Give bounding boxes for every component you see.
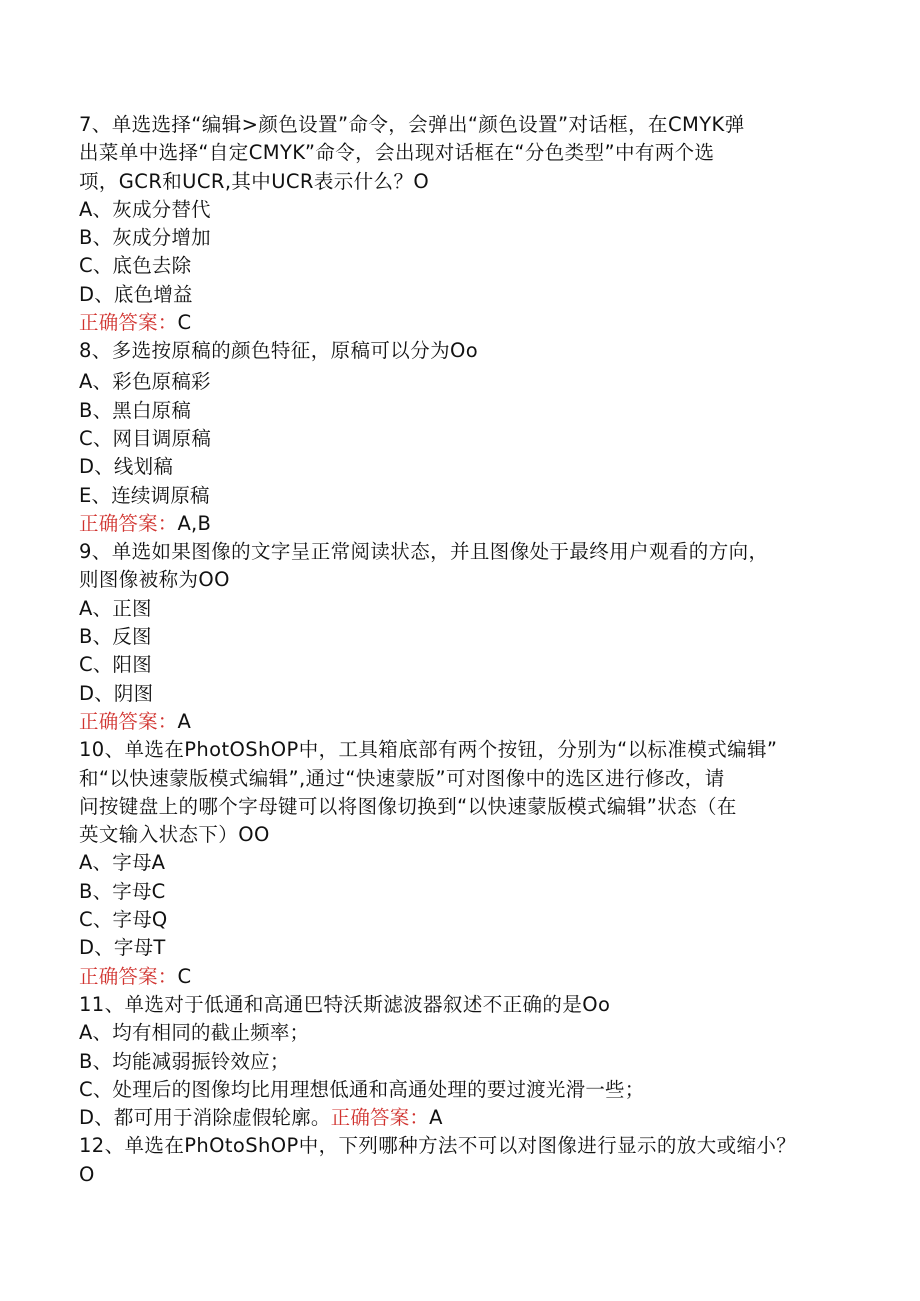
option-b: B、字母C [79,879,166,903]
option-a: A、均有相同的截止频率； [79,1021,310,1045]
answer-value: A [429,1106,443,1130]
option-d: D、阴图 [79,681,154,705]
question-text: 英文输入状态下）OO [79,823,270,847]
option-d: D、都可用于消除虚假轮廓。 [79,1106,331,1130]
answer-line [79,309,839,337]
question-9 [79,538,839,736]
option-a: A、彩色原稿彩 [79,369,211,393]
option-b: B、均能减弱振铃效应； [79,1049,290,1073]
answer-line [79,708,839,736]
question-text: 9、单选如果图像的文字呈正常阅读状态，并且图像处于最终用户观看的方向， [79,540,769,564]
answer-value: A,B [177,511,212,535]
option-c: C、阳图 [79,653,152,677]
option-a: A、灰成分替代 [79,197,211,221]
answer-label: 正确答案： [79,709,178,733]
option-e: E、连续调原稿 [79,483,210,507]
answer-line [79,963,839,991]
question-text: 和“以快速蒙版模式编辑”,通过“快速蒙版”可对图像中的选区进行修改，请 [79,766,725,790]
option-c: C、处理后的图像均比用理想低通和高通处理的要过渡光滑一些； [79,1077,645,1101]
answer-label: 正确答案： [79,511,178,535]
answer-value: C [177,311,192,335]
option-b: B、黑白原稿 [79,398,192,422]
option-c: C、底色去除 [79,254,192,278]
document-page [79,111,839,1189]
question-text: 7、单选选择“编辑>颜色设置”命令，会弹出“颜色设置”对话框，在CMYK弹 [79,113,745,136]
question-text: 出菜单中选择“自定CMYK”命令，会出现对话框在“分色类型”中有两个选 [79,141,715,165]
answer-value: A [177,709,192,733]
option-d: D、字母T [79,936,166,960]
question-10 [79,736,839,991]
option-d: D、线划稿 [79,455,174,479]
question-12 [79,1132,839,1189]
question-text: 12、单选在PhOtoShOP中，下列哪种方法不可以对图像进行显示的放大或缩小？ [79,1134,797,1158]
question-text: 11、单选对于低通和高通巴特沃斯滤波器叙述不正确的是Oo [79,992,611,1016]
question-text: 10、单选在PhotOShOP中，工具箱底部有两个按钮，分别为“以标准模式编辑” [79,738,778,762]
option-a: A、字母A [79,851,166,875]
question-text: 问按键盘上的哪个字母键可以将图像切换到“以快速蒙版模式编辑”状态（在 [79,794,737,818]
question-text: 项，GCR和UCR,其中UCR表示什么？O [79,169,430,193]
question-11 [79,991,839,1132]
question-text: O [79,1162,95,1186]
question-text: 则图像被称为OO [79,568,230,592]
option-d: D、底色增益 [79,282,193,306]
option-d-with-answer [79,1104,839,1132]
option-c: C、网目调原稿 [79,426,212,450]
question-text: 8、多选按原稿的颜色特征，原稿可以分为Oo [79,339,479,363]
option-a: A、正图 [79,596,152,620]
option-c: C、字母Q [79,908,168,932]
option-b: B、反图 [79,625,152,649]
question-8 [79,337,839,538]
option-b: B、灰成分增加 [79,226,211,250]
question-7 [79,111,839,337]
answer-label: 正确答案： [79,964,178,988]
answer-label: 正确答案： [79,311,178,335]
answer-label: 正确答案： [330,1106,430,1130]
answer-line [79,510,839,538]
answer-value: C [177,964,192,988]
